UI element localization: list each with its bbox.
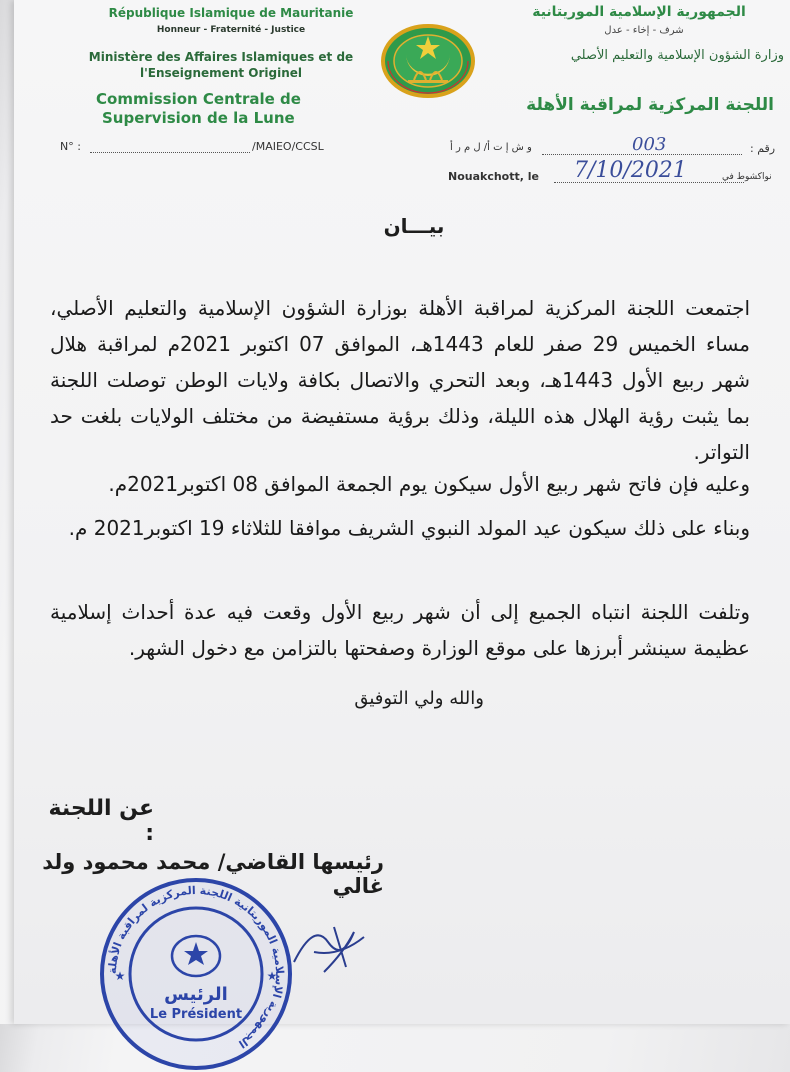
stamp-title-ar: الرئيس [164,984,228,1005]
ref-ar-number-suffix: و ش إ ت أ/ ل م ر أ [450,142,532,153]
paragraph-4: وتلفت اللجنة انتباه الجميع إلى أن شهر ربيع الأول وقعت فيه عدة أحداث إسلامية عظيمة سينشر أبرزها على موقع الوزارة وصفحتها بالتزامن مع دخول الشهر. [50,600,750,660]
header-ar-motto: شرف - إخاء - عدل [604,25,684,36]
on-behalf-label: عن اللجنة : [48,796,154,846]
header-fr-commission-line2: Supervision de la Lune [102,109,295,127]
header-fr-ministry-line1: Ministère des Affaires Islamiques et de [88,50,354,64]
header-ar-commission: اللجنة المركزية لمراقبة الأهلة [526,95,774,115]
stamp-star-left-icon: ★ [114,969,126,983]
document-page [14,0,790,1051]
header-ar-ministry: وزارة الشؤون الإسلامية والتعليم الأصلي [570,48,784,63]
ref-date-label-fr: Nouakchott, le [448,170,539,183]
header-fr-motto: Honneur - Fraternité - Justice [156,25,306,35]
ref-fr-number-label: N° : [60,140,81,153]
ref-number-value: 003 [632,134,667,155]
paragraph-1: اجتمعت اللجنة المركزية لمراقبة الأهلة بوزارة الشؤون الإسلامية والتعليم الأصلي، مساء الخميس 29 صفر للعام 1443هـ، الموافق 07 اكتوبر 2021م لمراقبة هلال شهر ربيع الأول 1443هـ، وبعد التحري والاتصال بكافة ولايات الوطن توصلت اللجنة بما يثبت رؤية الهلال هذه الليلة، وذلك برؤية مستفيضة من مختلف الولايات بلغت حد التواتر. [50,296,751,464]
stamp-ring-text: الجمهورية الإسلامية الموريتانية اللجنة المركزية لمراقبة الأهلة [105,883,287,1051]
official-stamp [98,876,294,1072]
document-title: بيـــان [383,214,445,238]
ref-ar-number-label: رقم : [750,142,776,155]
header-fr-ministry-line2: l'Enseignement Originel [139,66,303,80]
header-fr-republic: République Islamique de Mauritanie [108,6,354,20]
stamp-star-right-icon: ★ [266,969,278,983]
ref-fr-number-suffix: /MAIEO/CCSL [252,140,324,153]
stamp-title-fr: Le Président [149,1007,243,1022]
president-line: رئيسها القاضي/ محمد محمود ولد غالي [42,850,384,898]
paragraph-3: وبناء على ذلك سيكون عيد المولد النبوي الشريف موافقا للثلاثاء 19 اكتوبر2021 م. [68,516,750,540]
ref-date-label-ar: نواكشوط في [722,172,772,182]
header-ar-republic: الجمهورية الإسلامية الموريتانية [532,4,746,20]
paragraph-2: وعليه فإن فاتح شهر ربيع الأول سيكون يوم الجمعة الموافق 08 اكتوبر2021م. [108,472,750,496]
signature-scribble-icon [284,912,374,982]
mauritania-emblem-icon [380,24,476,98]
ref-fr-number-blank [90,152,250,153]
closing-text: والله ولي التوفيق [354,688,484,709]
ref-date-value: 7/10/2021 [574,158,687,183]
header-fr-commission-line1: Commission Centrale de [96,90,301,108]
